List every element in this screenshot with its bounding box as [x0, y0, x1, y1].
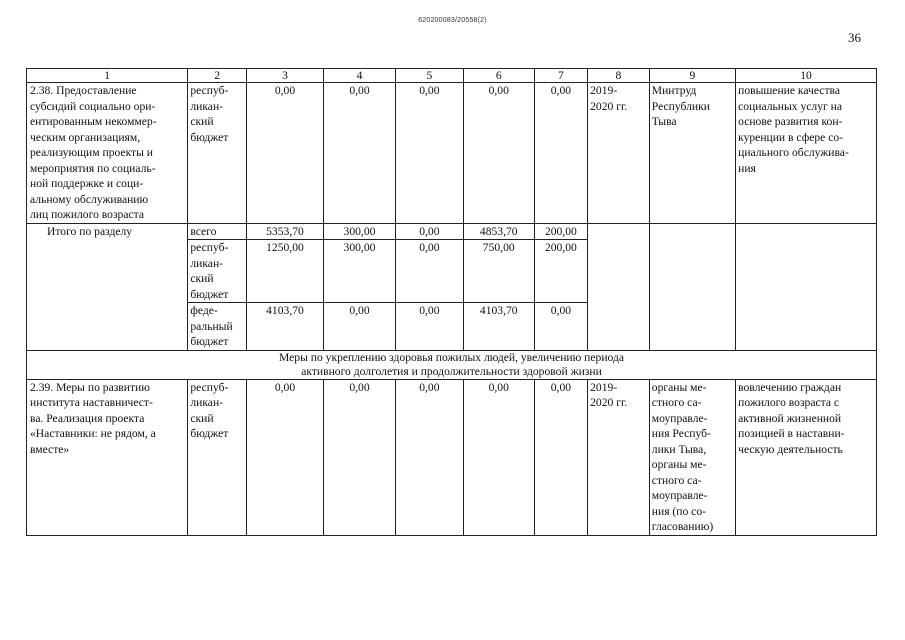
expected-result: [736, 223, 877, 350]
amount-2022: 0,00: [534, 83, 587, 224]
column-header: 3: [246, 69, 323, 83]
amount-2019: 0,00: [324, 303, 396, 351]
column-header: 7: [534, 69, 587, 83]
amount-2019: 0,00: [324, 379, 396, 535]
funding-source: респуб- ликан- ский бюджет: [188, 83, 247, 224]
amount-2019: 0,00: [324, 83, 396, 224]
amount-2020: 0,00: [395, 240, 463, 303]
amount-2021: 0,00: [463, 379, 534, 535]
amount-2022: 0,00: [534, 303, 587, 351]
amount-2020: 0,00: [395, 379, 463, 535]
measure-name: 2.38. Предоставление субсидий социально ори- ентированным некоммер- ческим организациям, реализующим проекты и мероприятия по социаль- ной поддержке и соци- альному обслуживанию лиц пожилого возраста: [27, 83, 188, 224]
table-row: [27, 379, 877, 535]
amount-2021: 750,00: [463, 240, 534, 303]
column-header: 9: [649, 69, 735, 83]
page-number: 36: [848, 30, 861, 45]
expected-result: вовлечению граждан пожилого возраста с активной жизненной позицией в наставни- ческую деятельность: [736, 379, 877, 535]
expected-result: повышение качества социальных услуг на основе развития кон- куренции в сфере со- циального обслужива- ния: [736, 83, 877, 224]
funding-source: феде- ральный бюджет: [188, 303, 247, 351]
measure-name: 2.39. Меры по развитию института наставничест- ва. Реализация проекта «Наставники: не рядом, а вместе»: [27, 379, 188, 535]
section-total-label: Итого по разделу: [27, 223, 188, 350]
column-header: 1: [27, 69, 188, 83]
amount-2022: 200,00: [534, 240, 587, 303]
table-row: [27, 83, 877, 224]
funding-source: респуб- ликан- ский бюджет: [188, 240, 247, 303]
table-row: [27, 223, 877, 240]
column-header: 10: [736, 69, 877, 83]
amount-2020: 0,00: [395, 303, 463, 351]
period: 2019- 2020 гг.: [588, 379, 650, 535]
column-header: 2: [188, 69, 247, 83]
period: 2019- 2020 гг.: [588, 83, 650, 224]
column-header: 4: [324, 69, 396, 83]
column-header: 8: [588, 69, 650, 83]
executor: [649, 223, 735, 350]
funding-source: всего: [188, 223, 247, 240]
amount-total: 5353,70: [246, 223, 323, 240]
amount-2020: 0,00: [395, 223, 463, 240]
budget-table: [26, 68, 877, 536]
amount-2021: 4853,70: [463, 223, 534, 240]
section-title-row: [27, 350, 877, 379]
amount-total: 1250,00: [246, 240, 323, 303]
amount-2022: 200,00: [534, 223, 587, 240]
amount-2020: 0,00: [395, 83, 463, 224]
amount-2019: 300,00: [324, 240, 396, 303]
header-row: [27, 69, 877, 83]
amount-2022: 0,00: [534, 379, 587, 535]
column-header: 5: [395, 69, 463, 83]
executor: Минтруд Республики Тыва: [649, 83, 735, 224]
amount-2021: 0,00: [463, 83, 534, 224]
amount-total: 0,00: [246, 83, 323, 224]
document-id: 620200083/20558(2): [418, 17, 487, 24]
amount-total: 4103,70: [246, 303, 323, 351]
funding-source: респуб- ликан- ский бюджет: [188, 379, 247, 535]
amount-total: 0,00: [246, 379, 323, 535]
executor: органы ме- стного са- моуправле- ния Респуб- лики Тыва, органы ме- стного са- моуправле- ния (по со- гласованию): [649, 379, 735, 535]
column-header: 6: [463, 69, 534, 83]
section-title: Меры по укреплению здоровья пожилых людей, увеличению периода активного долголетия и продолжительности здоровой жизни: [27, 350, 877, 379]
period: [588, 223, 650, 350]
amount-2021: 4103,70: [463, 303, 534, 351]
amount-2019: 300,00: [324, 223, 396, 240]
